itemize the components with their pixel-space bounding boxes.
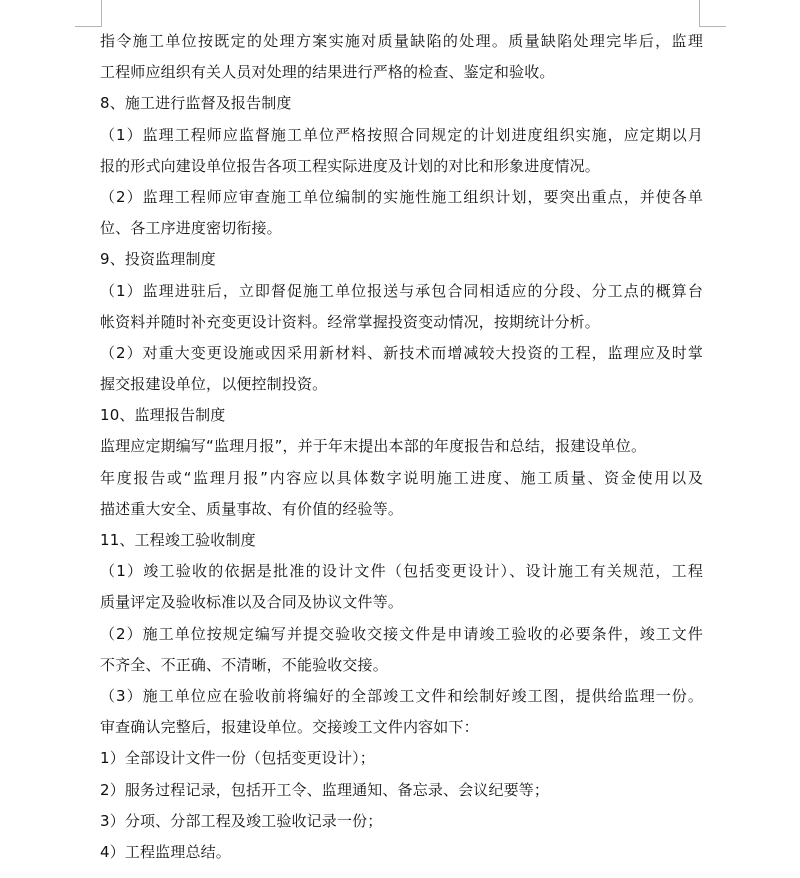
- text-line: 8、施工进行监督及报告制度: [100, 94, 292, 113]
- text-line: （1）监理进驻后，立即督促施工单位报送与承包合同相适应的分段、分工点的概算台: [100, 281, 703, 300]
- text-line: 4）工程监理总结。: [100, 842, 231, 861]
- text-line: 9、投资监理制度: [100, 250, 216, 269]
- page-corner-mark-top-right: [699, 0, 726, 27]
- text-line: 年度报告或“监理月报”内容应以具体数字说明施工进度、施工质量、资金使用以及: [100, 468, 703, 487]
- text-line: （2）施工单位按规定编写并提交验收交接文件是申请竣工验收的必要条件，竣工文件: [100, 624, 703, 643]
- text-line: （1）竣工验收的依据是批准的设计文件（包括变更设计）、设计施工有关规范，工程: [100, 562, 703, 581]
- text-line: （2）对重大变更设施或因采用新材料、新技术而增减较大投资的工程，监理应及时掌: [100, 343, 703, 362]
- text-line: 10、监理报告制度: [100, 406, 226, 425]
- document-body: [100, 26, 703, 868]
- text-line: 位、各工序进度密切衔接。: [100, 219, 282, 238]
- text-line: 11、工程竣工验收制度: [100, 531, 256, 549]
- text-line: 不齐全、不正确、不清晰，不能验收交接。: [100, 655, 388, 674]
- text-line: 报的形式向建设单位报告各项工程实际进度及计划的对比和形象进度情况。: [100, 156, 600, 175]
- text-line: （3）施工单位应在验收前将编好的全部竣工文件和绘制好竣工图，提供给监理一份。: [100, 686, 703, 705]
- text-line: 指令施工单位按既定的处理方案实施对质量缺陷的处理。质量缺陷处理完毕后，监理: [100, 32, 703, 50]
- text-line: 描述重大安全、质量事故、有价值的经验等。: [100, 499, 404, 518]
- text-line: 3）分项、分部工程及竣工验收记录一份；: [100, 811, 383, 830]
- text-line: （1）监理工程师应监督施工单位严格按照合同规定的计划进度组织实施，应定期以月: [100, 125, 703, 144]
- text-line: （2）监理工程师应审查施工单位编制的实施性施工组织计划，要突出重点，并使各单: [100, 187, 703, 206]
- page-corner-mark-top-left: [75, 0, 102, 27]
- text-line: 监理应定期编写“监理月报”，并于年末提出本部的年度报告和总结，报建设单位。: [100, 437, 647, 456]
- text-line: 握交报建设单位，以便控制投资。: [100, 375, 328, 394]
- text-line: 审查确认完整后，报建设单位。交接竣工文件内容如下：: [100, 718, 479, 737]
- text-line: 工程师应组织有关人员对处理的结果进行严格的检查、鉴定和验收。: [100, 63, 555, 82]
- text-line: 质量评定及验收标准以及合同及协议文件等。: [100, 593, 404, 612]
- text-line: 帐资料并随时补充变更设计资料。经常掌握投资变动情况，按期统计分析。: [100, 312, 600, 331]
- text-line: 2）服务过程记录，包括开工令、监理通知、备忘录、会议纪要等；: [100, 780, 550, 799]
- text-line: 1）全部设计文件一份（包括变更设计）；: [100, 749, 375, 768]
